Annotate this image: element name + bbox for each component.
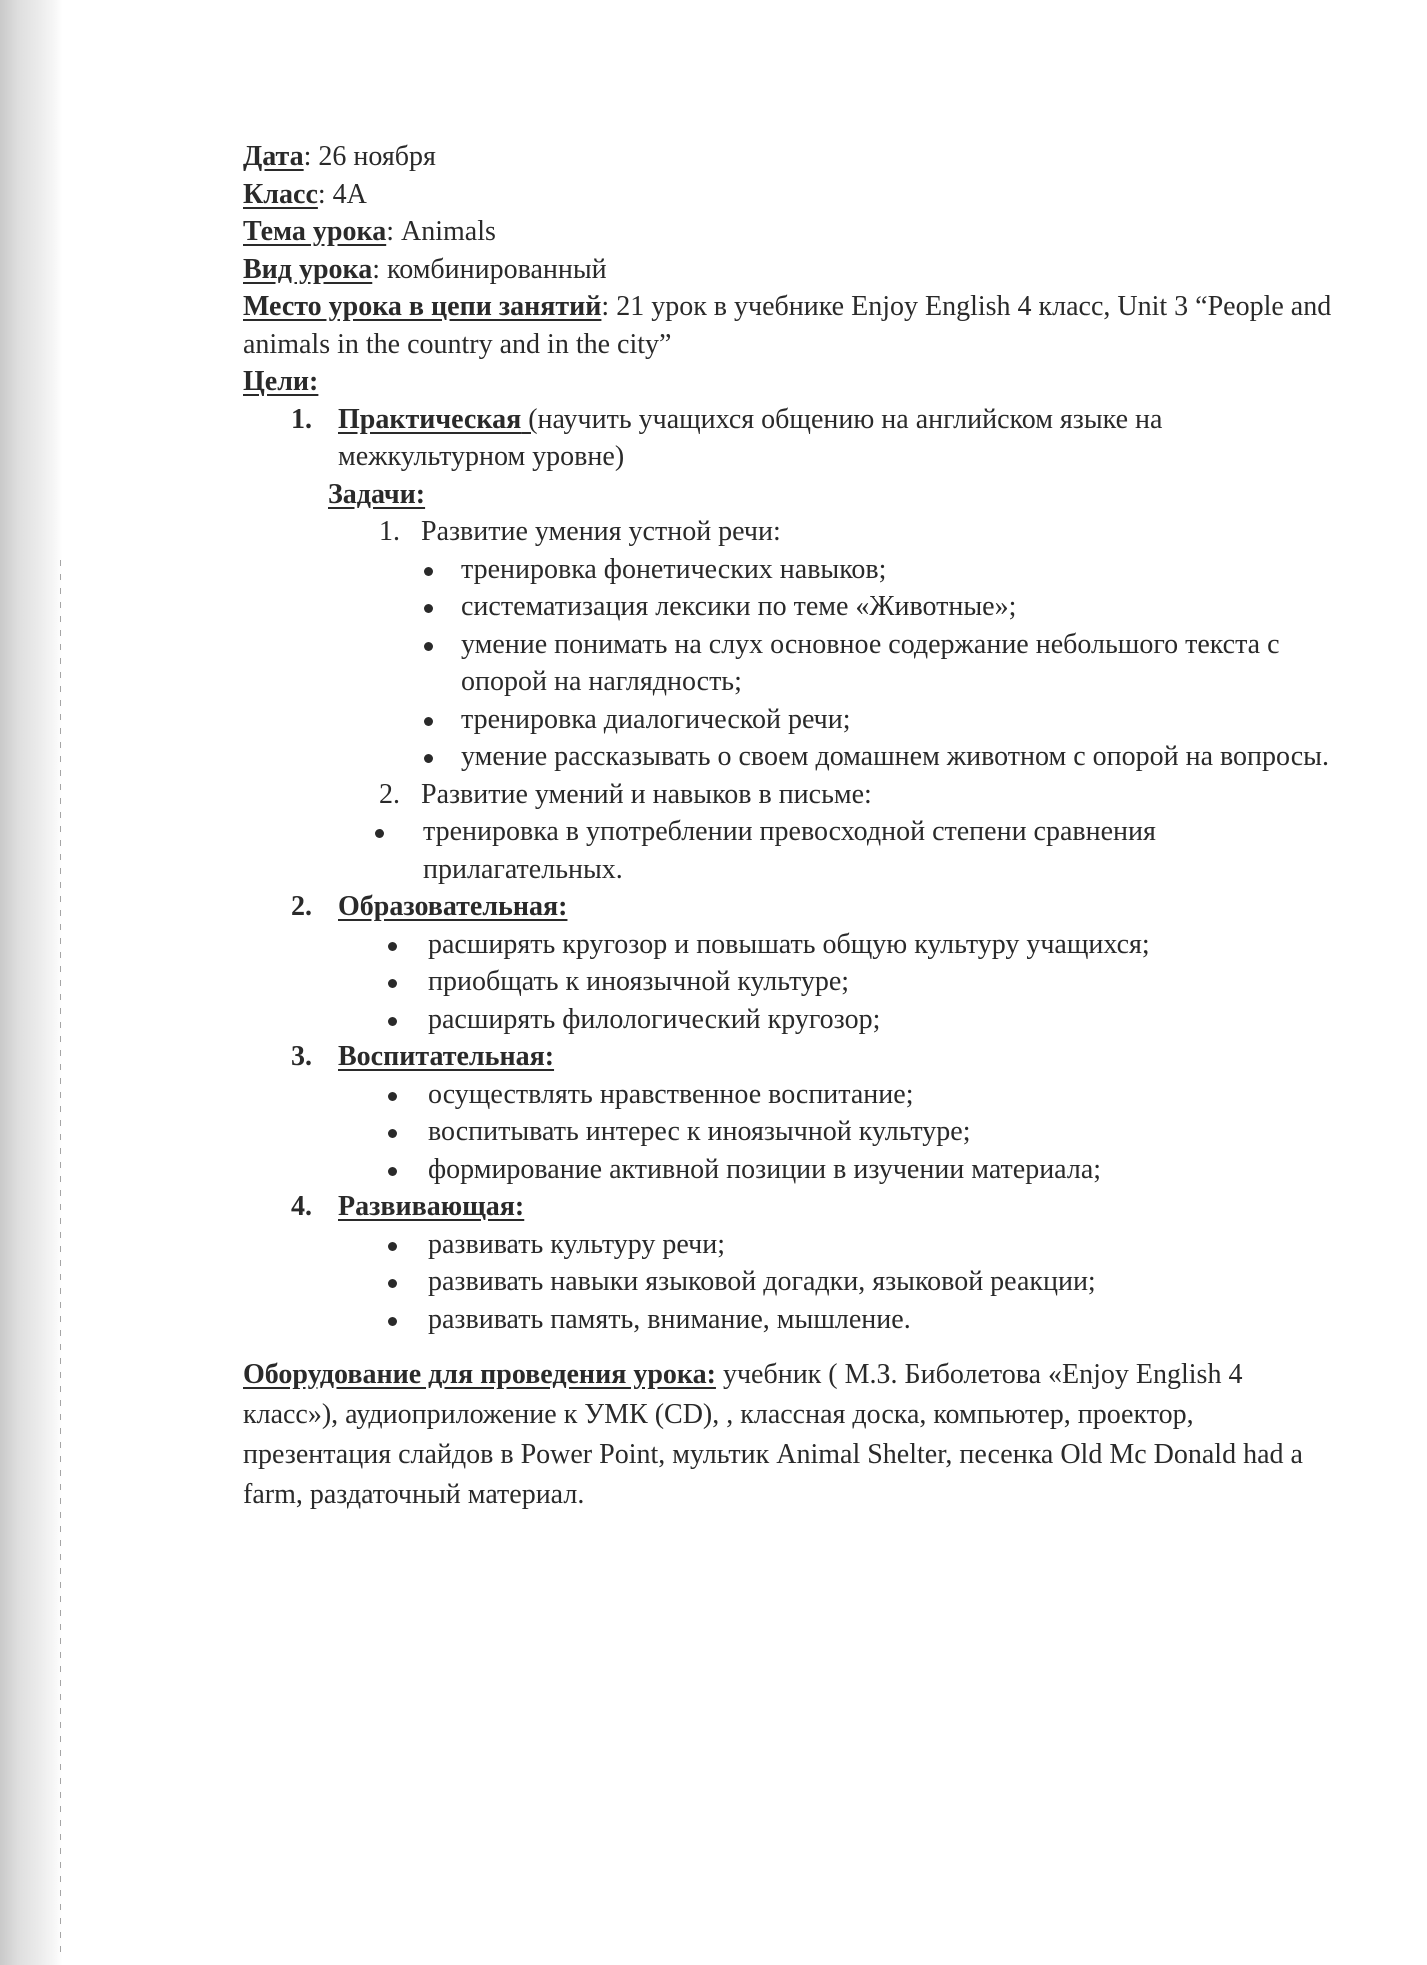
type-line: [243, 251, 1343, 289]
goal-number: 3.: [291, 1041, 312, 1072]
bullet-icon: [424, 754, 433, 763]
place-label: Место урока в цепи занятий: [243, 291, 602, 322]
bullet-icon: [388, 1279, 397, 1288]
goals-heading: Цели:: [243, 366, 319, 397]
bullet-icon: [375, 829, 384, 838]
list-item: развивать навыки языковой догадки, языковой реакции;: [243, 1263, 1343, 1301]
goal-title: Практическая: [338, 403, 522, 435]
bullet-icon: [388, 1242, 397, 1251]
place-line: [243, 288, 1338, 363]
equipment-label: Оборудование для проведения урока:: [243, 1359, 716, 1390]
scan-edge-line: [60, 560, 61, 1960]
goal-text: научить учащихся общению на английском языке на межкультурном уровне): [338, 403, 1163, 472]
task-oral: [243, 513, 1343, 551]
goal-number: 4.: [291, 1191, 312, 1222]
goal-number: 2.: [291, 891, 312, 922]
list-item: умение понимать на слух основное содержание небольшого текста с опорой на наглядность;: [243, 626, 1341, 701]
list-item: тренировка фонетических навыков;: [243, 551, 1341, 589]
type-label: Вид урока: [243, 253, 373, 285]
date-line: [243, 138, 1343, 176]
goal-number: 1.: [291, 403, 312, 435]
bullet-icon: [388, 942, 397, 951]
list-item: умение рассказывать о своем домашнем животном с опорой на вопросы.: [243, 738, 1341, 776]
goal-title: Развивающая:: [338, 1191, 525, 1222]
bullet-icon: [388, 1129, 397, 1138]
topic-line: [243, 213, 1343, 251]
type-value: : комбинированный: [372, 253, 607, 285]
list-item: формирование активной позиции в изучении материала;: [243, 1151, 1343, 1189]
topic-label: Тема урока: [243, 216, 387, 247]
list-item: осуществлять нравственное воспитание;: [243, 1076, 1343, 1114]
bullet-icon: [424, 642, 433, 651]
class-line: [243, 176, 1343, 214]
bullet-icon: [424, 717, 433, 726]
goal-upbringing: [243, 1038, 1343, 1076]
goal-title: Образовательная:: [338, 891, 568, 922]
list-item: тренировка в употреблении превосходной степени сравнения прилагательных.: [243, 813, 1323, 888]
task-text: Развитие умения устной речи:: [421, 516, 781, 547]
task-text: Развитие умений и навыков в письме:: [421, 778, 872, 810]
list-item: систематизация лексики по теме «Животные»;: [243, 588, 1341, 626]
task-number: 1.: [379, 516, 400, 547]
goal-educational: [243, 888, 1343, 926]
class-value: : 4А: [317, 178, 367, 210]
place-value: : 21 урок в учебнике Enjoy English 4 класс, Unit 3 “People and animals in the country and in the city”: [243, 291, 1332, 360]
task-writing: [243, 776, 1343, 814]
lesson-plan-document: [243, 138, 1343, 1515]
equipment-paragraph: [243, 1355, 1323, 1515]
list-item: приобщать к иноязычной культуре;: [243, 963, 1343, 1001]
class-label: Класс: [243, 178, 318, 210]
bullet-icon: [388, 1017, 397, 1026]
topic-value: : Animals: [386, 216, 496, 247]
equipment-text: учебник ( М.З. Биболетова «Enjoy English 4 класс»), аудиоприложение к УМК (CD), , классная доска, компьютер, проектор, презентация слайдов в Power Point, мультик Animal Shelter, песенка Old Mc Donald had a farm, раздаточный материал.: [243, 1359, 1303, 1510]
bullet-icon: [388, 1167, 397, 1176]
bullet-icon: [388, 1317, 397, 1326]
task-number: 2.: [379, 778, 400, 810]
list-item: развивать память, внимание, мышление.: [243, 1301, 1343, 1339]
scan-shadow-edge: [0, 0, 62, 1965]
list-item: расширять филологический кругозор;: [243, 1001, 1343, 1039]
list-item: тренировка диалогической речи;: [243, 701, 1341, 739]
bullet-icon: [388, 979, 397, 988]
goal-paren: (: [521, 403, 538, 435]
goal-practical: [243, 401, 1338, 476]
list-item: воспитывать интерес к иноязычной культуре;: [243, 1113, 1343, 1151]
date-value: : 26 ноября: [303, 141, 436, 172]
bullet-icon: [388, 1092, 397, 1101]
date-label: Дата: [243, 141, 304, 172]
tasks-heading: Задачи:: [328, 478, 426, 510]
list-item: расширять кругозор и повышать общую культуру учащихся;: [243, 926, 1343, 964]
goal-title: Воспитательная:: [338, 1041, 555, 1072]
list-item: развивать культуру речи;: [243, 1226, 1343, 1264]
bullet-icon: [424, 567, 433, 576]
bullet-icon: [424, 604, 433, 613]
goal-developing: [243, 1188, 1343, 1226]
